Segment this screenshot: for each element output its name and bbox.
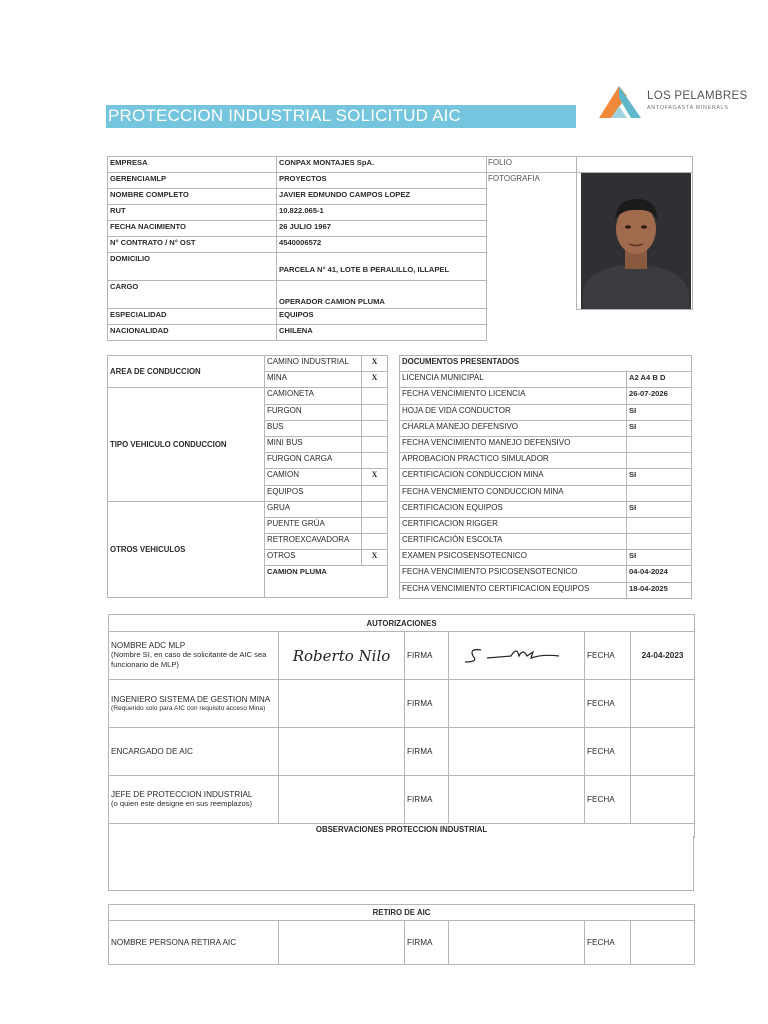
documents-table <box>399 355 692 599</box>
doc-label: FECHA VENCIMIENTO LICENCIA <box>400 388 627 404</box>
emp-label: CARGO <box>108 281 277 309</box>
table-row <box>108 221 487 237</box>
firma-label: FIRMA <box>405 776 449 824</box>
doc-value <box>627 485 692 501</box>
fecha-label: FECHA <box>585 680 631 728</box>
vehicle-mark <box>362 501 388 517</box>
firma-label: FIRMA <box>405 728 449 776</box>
emp-label: GERENCIAMLP <box>108 173 277 189</box>
table-row <box>486 157 692 173</box>
photo-cell <box>576 173 692 310</box>
emp-value: OPERADOR CAMION PLUMA <box>277 281 487 309</box>
auth-name-cell <box>279 632 405 680</box>
doc-value: SI <box>627 501 692 517</box>
logo-mark-icon <box>597 84 645 122</box>
table-row <box>108 205 487 221</box>
table-row <box>108 281 487 309</box>
company-logo <box>597 84 747 126</box>
doc-value: A2 A4 B D <box>627 372 692 388</box>
emp-label: FECHA NACIMIENTO <box>108 221 277 237</box>
folio-label: FOLIO <box>486 157 576 173</box>
doc-value: SI <box>627 469 692 485</box>
fecha-label: FECHA <box>585 728 631 776</box>
signature-cell <box>449 680 585 728</box>
vehicle-option: CAMIONETA <box>265 388 362 404</box>
emp-value: 10.822.065-1 <box>277 205 487 221</box>
table-row <box>109 615 695 632</box>
doc-label: CERTIFICACION CONDUCCION MINA <box>400 469 627 485</box>
tipo-label: TIPO VEHICULO CONDUCCION <box>108 388 265 501</box>
doc-value: 04-04-2024 <box>627 566 692 582</box>
otros-label: OTROS VEHICULOS <box>108 501 265 598</box>
fecha-label: FECHA <box>585 776 631 824</box>
doc-label: CHARLA MANEJO DEFENSIVO <box>400 420 627 436</box>
doc-value: 18-04-2025 <box>627 582 692 598</box>
doc-label: HOJA DE VIDA CONDUCTOR <box>400 404 627 420</box>
fecha-label: FECHA <box>585 921 631 965</box>
vehicle-option: FURGON <box>265 404 362 420</box>
emp-value: CHILENA <box>277 325 487 341</box>
vehicle-mark <box>362 485 388 501</box>
auth-role-sub: (Requerido solo para AIC con requisito acceso Mina) <box>111 704 266 712</box>
vehicle-mark: X <box>362 372 388 388</box>
table-row <box>108 237 487 253</box>
doc-value: SI <box>627 420 692 436</box>
vehicle-option: GRUA <box>265 501 362 517</box>
emp-label: EMPRESA <box>108 157 277 173</box>
auth-role <box>109 632 279 680</box>
vehicle-option: PUENTE GRÚA <box>265 517 362 533</box>
doc-label: FECHA VENCMIENTO CONDUCCION MINA <box>400 485 627 501</box>
vehicle-mark <box>362 453 388 469</box>
emp-label: RUT <box>108 205 277 221</box>
auth-name-cell <box>279 776 405 824</box>
table-row <box>108 173 487 189</box>
table-row <box>400 356 692 372</box>
doc-value <box>627 534 692 550</box>
table-row <box>108 325 487 341</box>
observations-header: OBSERVACIONES PROTECCION INDUSTRIAL <box>109 824 695 838</box>
emp-value: 4540006572 <box>277 237 487 253</box>
table-row <box>108 501 388 517</box>
table-row <box>109 776 695 824</box>
doc-value <box>627 517 692 533</box>
table-row <box>400 388 692 404</box>
doc-value: 26-07-2026 <box>627 388 692 404</box>
doc-label: CERTIFICACION RIGGER <box>400 517 627 533</box>
table-row <box>108 388 388 404</box>
vehicle-option: EQUIPOS <box>265 485 362 501</box>
firma-label: FIRMA <box>405 632 449 680</box>
vehicle-option: BUS <box>265 420 362 436</box>
table-row <box>109 921 695 965</box>
emp-value: CONPAX MONTAJES SpA. <box>277 157 487 173</box>
foto-label: FOTOGRAFIA <box>486 173 576 310</box>
table-row <box>108 253 487 281</box>
table-row <box>400 501 692 517</box>
authorizations-table <box>108 614 695 838</box>
table-row <box>109 728 695 776</box>
doc-value: SI <box>627 550 692 566</box>
table-row <box>486 173 692 310</box>
vehicle-option: RETROEXCAVADORA <box>265 534 362 550</box>
emp-value: JAVIER EDMUNDO CAMPOS LOPEZ <box>277 189 487 205</box>
doc-label: APROBACION PRACTICO SIMULADOR <box>400 453 627 469</box>
doc-value <box>627 436 692 452</box>
emp-value: 26 JULIO 1967 <box>277 221 487 237</box>
employee-table <box>107 156 487 341</box>
auth-name-cell <box>279 680 405 728</box>
signature-cell <box>449 776 585 824</box>
signature-cell <box>449 632 585 680</box>
auth-role <box>109 680 279 728</box>
vehicle-mark <box>362 534 388 550</box>
vehicle-option: OTROS <box>265 550 362 566</box>
vehicle-option: CAMINO INDUSTRIAL <box>265 356 362 372</box>
auth-role <box>109 776 279 824</box>
emp-label: NOMBRE COMPLETO <box>108 189 277 205</box>
vehicle-option: CAMION <box>265 469 362 485</box>
doc-label: FECHA VENCIMIENTO MANEJO DEFENSIVO <box>400 436 627 452</box>
auth-role <box>109 728 279 776</box>
folio-value <box>576 157 692 173</box>
table-row <box>400 566 692 582</box>
fecha-label: FECHA <box>585 632 631 680</box>
firma-label: FIRMA <box>405 921 449 965</box>
table-row <box>400 404 692 420</box>
table-row <box>400 436 692 452</box>
page-title: PROTECCION INDUSTRIAL SOLICITUD AIC <box>108 106 462 125</box>
vehicle-mark <box>362 404 388 420</box>
auth-role-title: ENCARGADO DE AIC <box>111 747 193 756</box>
vehicle-mark: X <box>362 469 388 485</box>
logo-subtitle: ANTOFAGASTA MINERALS <box>647 105 729 111</box>
auth-name-cell <box>279 728 405 776</box>
doc-label: CERTIFICACION EQUIPOS <box>400 501 627 517</box>
table-row <box>108 356 388 372</box>
table-row <box>400 372 692 388</box>
vehicle-option: MINI BUS <box>265 436 362 452</box>
table-row <box>400 534 692 550</box>
area-label: AREA DE CONDUCCION <box>108 356 265 388</box>
signature-cell[interactable] <box>449 921 585 965</box>
emp-label: NACIONALIDAD <box>108 325 277 341</box>
retiro-name-cell[interactable] <box>279 921 405 965</box>
vehicle-table <box>107 355 388 598</box>
title-bar <box>106 105 576 128</box>
doc-label: FECHA VENCIMIENTO PSICOSENSOTECNICO <box>400 566 627 582</box>
emp-label: N° CONTRATO / N° OST <box>108 237 277 253</box>
table-row <box>109 632 695 680</box>
vehicle-option: FURGON CARGA <box>265 453 362 469</box>
auth-date <box>631 776 695 824</box>
firma-label: FIRMA <box>405 680 449 728</box>
emp-value: EQUIPOS <box>277 309 487 325</box>
auth-role-title: NOMBRE ADC MLP <box>111 641 186 650</box>
doc-value <box>627 453 692 469</box>
emp-value: PROYECTOS <box>277 173 487 189</box>
auth-role-sub: (Nombre SI, en caso de solicitante de AIC sea funcionario de MLP) <box>111 650 267 669</box>
vehicle-mark <box>362 517 388 533</box>
auth-role-title: JEFE DE PROTECCION INDUSTRIAL <box>111 790 253 799</box>
table-row <box>400 517 692 533</box>
doc-label: LICENCIA MUNICIPAL <box>400 372 627 388</box>
retiro-table <box>108 904 695 965</box>
authorizations-header: AUTORIZACIONES <box>109 615 695 632</box>
vehicle-mark: X <box>362 356 388 372</box>
vehicle-mark <box>362 388 388 404</box>
table-row <box>400 582 692 598</box>
table-row <box>108 309 487 325</box>
doc-label: FECHA VENCIMIENTO CERTIFICACION EQUIPOS <box>400 582 627 598</box>
otros-text: CAMION PLUMA <box>265 566 388 598</box>
vehicle-mark <box>362 436 388 452</box>
retiro-date[interactable] <box>631 921 695 965</box>
auth-date <box>631 728 695 776</box>
auth-role-title: INGENIERO SISTEMA DE GESTION MINA <box>111 694 271 704</box>
table-row <box>109 905 695 921</box>
doc-value: SI <box>627 404 692 420</box>
retiro-label: NOMBRE PERSONA RETIRA AIC <box>109 921 279 965</box>
retiro-header: RETIRO DE AIC <box>109 905 695 921</box>
emp-label: DOMICILIO <box>108 253 277 281</box>
emp-label: ESPECIALIDAD <box>108 309 277 325</box>
auth-role-sub: (o quien este designe en sus reemplazos) <box>111 799 252 808</box>
vehicle-option: MINA <box>265 372 362 388</box>
vehicle-mark: X <box>362 550 388 566</box>
table-row <box>400 550 692 566</box>
emp-value: PARCELA N° 41, LOTE B PERALILLO, ILLAPEL <box>277 253 487 281</box>
vehicle-mark <box>362 420 388 436</box>
table-row <box>108 157 487 173</box>
logo-name: LOS PELAMBRES <box>647 90 748 102</box>
folio-photo-table <box>486 156 693 310</box>
table-row <box>400 485 692 501</box>
person-photo-icon <box>577 173 691 309</box>
table-row <box>109 680 695 728</box>
table-row <box>108 189 487 205</box>
table-row <box>400 420 692 436</box>
signature-icon <box>451 642 571 668</box>
table-row <box>400 469 692 485</box>
doc-label: EXAMEN PSICOSENSOTECNICO <box>400 550 627 566</box>
auth-date: 24-04-2023 <box>631 632 695 680</box>
doc-label: CERTIFICACIÓN ESCOLTA <box>400 534 627 550</box>
signature-cell <box>449 728 585 776</box>
handwritten-name: Roberto Nilo <box>292 646 391 665</box>
observations-box[interactable] <box>108 836 694 891</box>
table-row <box>400 453 692 469</box>
documents-header: DOCUMENTOS PRESENTADOS <box>400 356 692 372</box>
auth-date <box>631 680 695 728</box>
